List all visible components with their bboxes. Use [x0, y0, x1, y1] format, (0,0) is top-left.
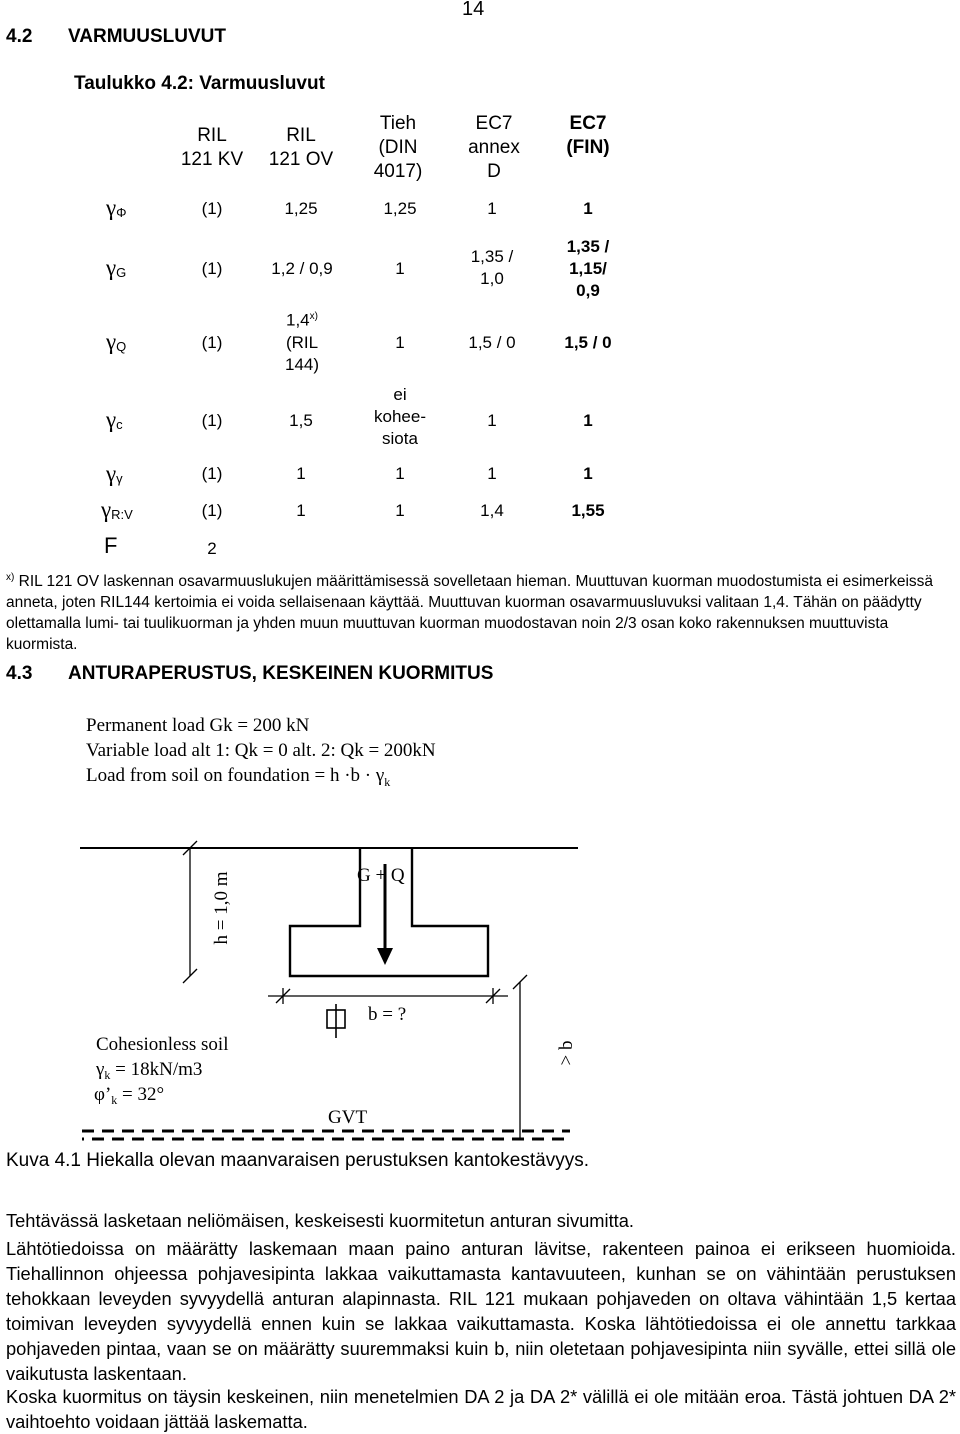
table-cell: 1 [487, 411, 497, 430]
table-cell: 1,55 [571, 501, 605, 520]
section-title: VARMUUSLUVUT [68, 26, 226, 47]
table-cell: 1 [296, 501, 306, 520]
table-cell: 1 [583, 411, 593, 430]
figure-caption: Kuva 4.1 Hiekalla olevan maanvaraisen perustuksen kantokestävyys. [6, 1150, 589, 1171]
width-label: b = ? [368, 1004, 407, 1025]
table-cell: 1 [296, 464, 306, 483]
gvt-label: GVT [328, 1107, 368, 1128]
table-cell: 1 [395, 259, 405, 278]
table-cell: 1 [487, 199, 497, 218]
table-cell: (1) [201, 199, 223, 218]
table-cell: 1 [583, 464, 593, 483]
section-number: 4.2 [6, 26, 33, 47]
table-cell: 1 [395, 464, 405, 483]
table-cell: 1 [395, 333, 405, 352]
page-number: 14 [462, 0, 485, 20]
load-permanent: Permanent load Gk = 200 kN [86, 715, 310, 736]
table-cell: 1,5 / 0 [468, 333, 516, 352]
table-cell: 1 [395, 501, 405, 520]
table-cell: 1,5 [289, 411, 313, 430]
paragraph: Lähtötiedoissa on määrätty laskemaan maan paino anturan lävitse, rakenteen painoa ei erikseen huomioida. Tiehallinnon ohjeessa pohjavesipinta lakkaa vaikuttamasta kantavuuteen, kunhan se on vähintään perustuksen tehokkaan leveyden syvyydellä anturan alapinnasta. RIL 121 mukaan pohjaveden on oltava vähintään 1,5 kertaa toimivan leveyden syvyydellä ennen kuin se lakkaa vaikuttamasta. Koska lähtötiedoissa ei ole annettu tarkkaa pohjaveden pintaa, vaan se on määrätty suuremmaksi kuin b, niin oletetaan pohjavesipinta niin syvälle, ettei sillä ole vaikutusta laskentaan. [6, 1238, 956, 1384]
section-number: 4.3 [6, 663, 33, 684]
table-cell: (1) [201, 259, 223, 278]
foundation-diagram [0, 820, 960, 1150]
row-symbol-c: $\gamma_c$ [106, 407, 123, 432]
row-symbol-f: F [104, 533, 118, 558]
section-title: ANTURAPERUSTUS, KESKEINEN KUORMITUS [68, 663, 494, 684]
table-cell: 1,2 / 0,9 [271, 259, 333, 278]
soil-friction-angle: $\varphi’_k = 32^\circ$ [94, 1084, 165, 1107]
depth-label: > b [556, 1040, 577, 1066]
load-soil: Load from soil on foundation = $h \cdot b \cdot \gamma_k$ [86, 765, 391, 789]
load-arrow-head [377, 948, 393, 965]
col-header-ec7-fin: EC7 (FIN) [566, 113, 610, 158]
table-cell-multiline: ei kohee- siota [374, 385, 426, 448]
table-cell: (1) [201, 333, 223, 352]
col-header-ec7-annex-d: EC7 annex D [468, 113, 520, 182]
table-cell: 1,25 [383, 199, 417, 218]
row-symbol-rv: $\gamma_{R:V}$ [101, 497, 133, 522]
table-cell-multiline: 1,35 / 1,0 [470, 247, 514, 288]
table-cell: 1,4 [480, 501, 504, 520]
table-footnote: $^{x)}$ RIL 121 OV laskennan osavarmuuslukujen määrittämisessä sovelletaan hieman. Muuttuvan kuorman muodostumista ei esimerkeissä anneta, joten RIL144 kertoimia ei voida sellaisenaan käyttää. Muuttuvan kuorman osavarmuusluvuksi valitaan 1,4. Tähän on päädytty olettamalla lumi- tai tuulikuorman ja yhden muun muuttuvan kuorman muodostavan noin 2/3 osan koko rakennuksen muuttuvista kuormista. [6, 572, 934, 653]
table-cell: (1) [201, 464, 223, 483]
table-cell-multiline: 1,35 / 1,15/ 0,9 [566, 237, 610, 300]
paragraph: Koska kuormitus on täysin keskeinen, niin menetelmien DA 2 ja DA 2* välillä ei ole mitään eroa. Tästä johtuen DA 2* vaihtoehto voidaan jättää laskematta. [6, 1386, 956, 1432]
row-symbol-g: $\gamma_G$ [106, 255, 127, 280]
paragraph: Tehtävässä lasketaan neliömäisen, keskeisesti kuormitetun anturan sivumitta. [6, 1210, 634, 1231]
load-variable: Variable load alt 1: Qk = 0 alt. 2: Qk = 200kN [86, 740, 436, 761]
load-label: G + Q [357, 865, 405, 886]
height-label: h = 1,0 m [211, 871, 232, 945]
row-symbol-phi: $\gamma_\Phi$ [106, 195, 127, 220]
table-cell: (1) [201, 411, 223, 430]
row-symbol-gamma: $\gamma_\gamma$ [106, 461, 123, 486]
table-cell: 1,25 [284, 199, 318, 218]
table-cell: 2 [207, 539, 217, 558]
soil-title: Cohesionless soil [96, 1034, 229, 1055]
table-cell: 1 [487, 464, 497, 483]
col-header-ril-ov: RIL 121 OV [268, 125, 334, 170]
table-cell: 1,5 / 0 [564, 333, 612, 352]
table-cell: 1 [583, 199, 593, 218]
table-cell-multiline: 1,4$^{x)}$ (RIL 144) [284, 310, 320, 374]
row-symbol-q: $\gamma_Q$ [106, 329, 127, 354]
soil-unit-weight: $\gamma_k = 18kN/m3$ [96, 1059, 203, 1082]
col-header-ril-kv: RIL 121 KV [180, 125, 244, 170]
section-heading-4-3 [6, 663, 493, 685]
section-heading-4-2 [6, 26, 226, 48]
table-caption: Taulukko 4.2: Varmuusluvut [74, 73, 325, 94]
table-cell: (1) [201, 501, 223, 520]
col-header-din: Tieh (DIN 4017) [373, 113, 423, 182]
